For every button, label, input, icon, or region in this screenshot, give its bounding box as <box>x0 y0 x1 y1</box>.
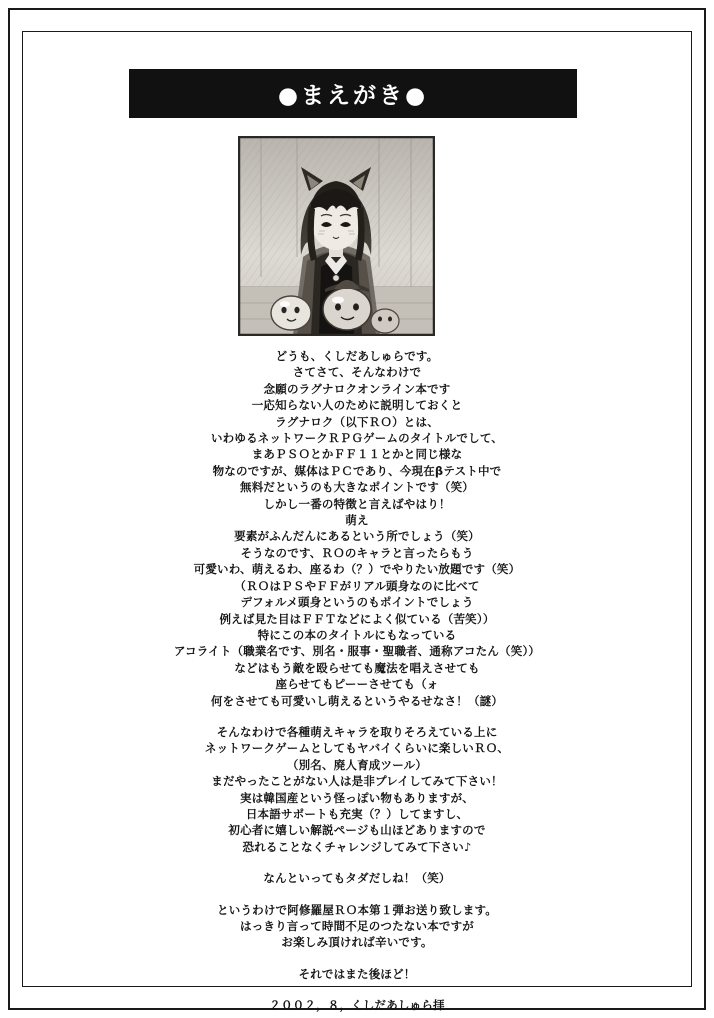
preface-line: アコライト（職業名です、別名・服事・聖職者、通称アコたん（笑）） <box>173 644 541 659</box>
preface-line: ２００２，８，くしだあしゅら拝 <box>269 998 445 1013</box>
preface-body-text <box>57 348 657 1014</box>
preface-line: 座らせてもピーーさせても（ォ <box>275 677 439 692</box>
preface-line: 可愛いわ、萌えるわ、座るわ（？）でやりたい放題です（笑） <box>193 562 521 577</box>
manga-illustration <box>238 136 435 336</box>
preface-line: 何をさせても可愛いし萌えるというやるせなさ！（謎） <box>210 693 504 708</box>
preface-line: いわゆるネットワークＲＰＧゲームのタイトルでして、 <box>210 431 504 446</box>
preface-line: それではまた後ほど！ <box>298 966 416 981</box>
preface-line: デフォルメ頭身というのもポイントでしょう <box>240 595 474 610</box>
preface-line: しかし一番の特徴と言えばやはり！ <box>263 496 451 511</box>
preface-line: 特にこの本のタイトルにもなっている <box>257 627 457 642</box>
preface-line: まだやったことがない人は是非プレイしてみて下さい！ <box>211 774 503 789</box>
preface-line: （ＲＯはＰＳやＦＦがリアル頭身なのに比べて <box>234 578 480 593</box>
preface-line: 一応知らない人のために説明しておくと <box>251 398 463 413</box>
preface-line: なんといってもタダだしね！（笑） <box>263 871 451 886</box>
page-title: ●まえがき● <box>277 83 429 109</box>
preface-line: 要素がふんだんにあるという所でしょう（笑） <box>234 529 480 544</box>
section-title-banner <box>129 69 577 118</box>
preface-line: 日本語サポートも充実（？）してますし、 <box>245 806 469 821</box>
preface-line: まあＰＳＯとかＦＦ１１とかと同じ様な <box>251 447 463 462</box>
preface-line: （別名、廃人育成ツール） <box>286 757 428 772</box>
preface-line: どうも、くしだあしゅらです。 <box>275 349 439 363</box>
preface-line: 恐れることなくチャレンジしてみて下さい♪ <box>242 839 472 854</box>
preface-line: さてさて、そんなわけで <box>292 365 422 380</box>
preface-line: というわけで阿修羅屋ＲＯ本第１弾お送り致します。 <box>217 902 497 917</box>
preface-line: 念願のラグナロクオンライン本です <box>263 381 451 396</box>
preface-line: そうなのです、ＲＯのキャラと言ったらもう <box>240 545 474 560</box>
illustration-artwork <box>239 137 434 335</box>
preface-line: 萌え <box>345 513 369 528</box>
preface-line: 物なのですが、媒体はＰＣであり、今現在βテスト中で <box>212 463 502 478</box>
preface-line: ラグナロク（以下ＲＯ）とは、 <box>275 414 439 429</box>
preface-line: ネットワークゲームとしてもヤバイくらいに楽しいＲＯ、 <box>204 741 510 756</box>
preface-line: などはもう敵を殴らせても魔法を唱えさせても <box>234 660 480 675</box>
preface-line: お楽しみ頂ければ辛いです。 <box>281 935 433 950</box>
preface-line: 初心者に嬉しい解説ページも山ほどありますので <box>228 823 486 838</box>
preface-line: そんなわけで各種萌えキャラを取りそろえている上に <box>216 724 498 739</box>
preface-line: 無料だというのも大きなポイントです（笑） <box>240 480 474 495</box>
preface-line: はっきり言って時間不足のつたない本ですが <box>240 919 474 933</box>
preface-line: 例えば見た目はＦＦＴなどによく似ている（苦笑）） <box>219 611 495 626</box>
preface-line: 実は韓国産という怪っぽい物もありますが、 <box>240 790 474 805</box>
